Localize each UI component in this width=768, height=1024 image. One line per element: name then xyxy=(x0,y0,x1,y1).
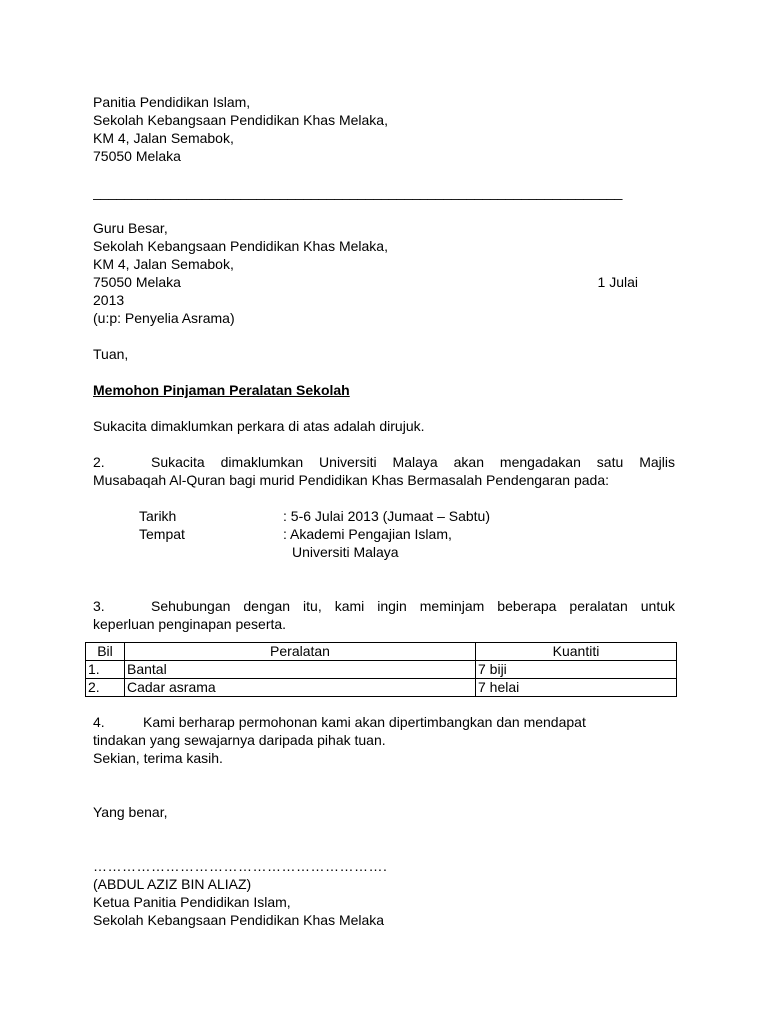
paragraph-text: Sukacita dimaklumkan Universiti Malaya akan mengadakan satu Majlis xyxy=(151,454,675,470)
table-header-cell: Kuantiti xyxy=(476,643,677,661)
attention-line: (u:p: Penyelia Asrama) xyxy=(93,310,235,326)
detail-label-date: Tarikh xyxy=(139,508,177,524)
detail-value-place: : Akademi Pengajian Islam, xyxy=(283,526,452,542)
paragraph-number: 3. xyxy=(93,598,105,614)
table-cell: 2. xyxy=(86,679,125,697)
salutation: Tuan, xyxy=(93,346,129,362)
sender-line: 75050 Melaka xyxy=(93,148,181,164)
paragraph-2 xyxy=(93,453,675,489)
letter-body xyxy=(88,93,675,929)
paragraph-4 xyxy=(93,713,675,767)
signatory-title: Ketua Panitia Pendidikan Islam, xyxy=(93,894,291,910)
sender-line: Panitia Pendidikan Islam, xyxy=(93,94,251,110)
paragraph-3 xyxy=(93,597,675,633)
recipient-line: KM 4, Jalan Semabok, xyxy=(93,256,234,272)
equipment-table xyxy=(85,642,677,697)
paragraph-number: 2. xyxy=(93,454,105,470)
table-header-cell: Peralatan xyxy=(125,643,476,661)
table-cell: 7 helai xyxy=(476,679,677,697)
signatory-name: (ABDUL AZIZ BIN ALIAZ) xyxy=(93,876,252,892)
recipient-line: Sekolah Kebangsaan Pendidikan Khas Melaka, xyxy=(93,238,388,254)
event-details xyxy=(139,507,675,561)
subject-heading: Memohon Pinjaman Peralatan Sekolah xyxy=(93,382,350,398)
detail-label-place: Tempat xyxy=(139,526,185,542)
signatory-school: Sekolah Kebangsaan Pendidikan Khas Melaka xyxy=(93,912,385,928)
paragraph-1: Sukacita dimaklumkan perkara di atas adalah dirujuk. xyxy=(93,418,425,434)
paragraph-text: tindakan yang sewajarnya daripada pihak tuan. xyxy=(93,732,386,748)
table-row xyxy=(86,679,677,697)
table-cell: Bantal xyxy=(125,661,476,679)
table-cell: 1. xyxy=(86,661,125,679)
paragraph-text xyxy=(93,713,675,731)
paragraph-text: Musabaqah Al-Quran bagi murid Pendidikan Khas Bermasalah Pendengaran pada: xyxy=(93,472,610,488)
table-header-cell: Bil xyxy=(86,643,125,661)
letter-date: 1 Julai xyxy=(597,274,638,290)
recipient-line: 75050 Melaka xyxy=(93,274,181,290)
table-cell: Cadar asrama xyxy=(125,679,476,697)
signature-block xyxy=(93,857,675,929)
paragraph-number: 4. xyxy=(93,714,105,730)
recipient-address xyxy=(93,219,675,327)
sender-line: KM 4, Jalan Semabok, xyxy=(93,130,234,146)
signoff: Yang benar, xyxy=(93,804,168,820)
divider-line: ____________________________________________________________________ xyxy=(93,184,623,200)
paragraph-text: keperluan penginapan peserta. xyxy=(93,616,287,632)
signature-line: ……………………………………………………. xyxy=(93,858,388,874)
detail-value-date: : 5-6 Julai 2013 (Jumaat – Sabtu) xyxy=(283,508,491,524)
table-cell: 7 biji xyxy=(476,661,677,679)
detail-value-place-cont: Universiti Malaya xyxy=(292,544,399,560)
paragraph-text: Sehubungan dengan itu, kami ingin meminjam beberapa peralatan untuk xyxy=(151,598,675,614)
table-row xyxy=(86,661,677,679)
sender-line: Sekolah Kebangsaan Pendidikan Khas Melaka, xyxy=(93,112,388,128)
table-header-row xyxy=(86,643,677,661)
recipient-line: Guru Besar, xyxy=(93,220,168,236)
closing-line: Sekian, terima kasih. xyxy=(93,750,223,766)
sender-address xyxy=(93,93,675,165)
letter-date-year: 2013 xyxy=(93,292,125,308)
paragraph-text-line: Kami berharap permohonan kami akan dipertimbangkan dan mendapat xyxy=(143,714,586,730)
